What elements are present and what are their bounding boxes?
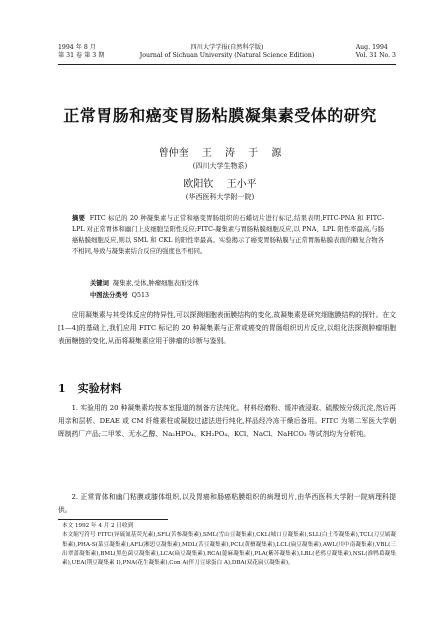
abstract-label: 摘要 xyxy=(72,215,86,222)
paper-title: 正常胃肠和癌变胃肠粘膜凝集素受体的研究 xyxy=(63,106,377,125)
classification-number: Q513 xyxy=(131,292,149,299)
authors-group-2: 欧阳钦 王小平 xyxy=(183,179,257,190)
header-rule xyxy=(58,64,396,65)
materials-paragraph-2: 2. 正常胃体和幽门粘膜或膝体组织,以及胃癌和肠癌粘膜组织的病理切片,由华西医科大学附一院病理科提供。 xyxy=(58,493,396,514)
keywords xyxy=(90,278,384,287)
footnote-abbreviations: 本文缩写符号 FITC(异硫氰基荧光素),SFL(苦参凝集素),SML(雪山豆凝集素),CKL(城口豆凝集素),SLL(白土苓凝集素),TCL(刀豆属凝集素),PHA-S(菜豆凝集素),AFL(湘思豆凝集素),MDL(苦豆凝集素),PCL(黄檀凝集素),LCL(扁豆凝集素),AWL(川中南凝集素),VBL(三出翠蔷凝集素),BML(黑色菌豆凝集素),LCA(扁豆凝集素),RCA(蓖麻凝集素),PLA(紫苏凝集素),LBL(老鸦豆凝集素),NSL(淮鸭葛凝集素),UEA(荆豆凝集素 I),PNA(花生凝集素),Con A(伴刀豆球蛋白 A),DBA(双花扁豆凝集素)。 xyxy=(62,532,396,567)
classification-label: 中图法分类号 xyxy=(90,292,128,299)
section-number: 1 xyxy=(58,382,66,395)
journal-name-cn: 四川大学学报(自然科学版) xyxy=(190,44,264,51)
journal-name-en: Journal of Sichuan University (Natural Science Edition) xyxy=(139,52,315,59)
running-header xyxy=(58,44,396,68)
header-right xyxy=(356,44,396,60)
header-date: 1994 年 8 月 xyxy=(58,44,96,51)
intro-paragraph: 应用凝集素与其受体反应的特异性,可以探测细胞表面膜结构的变化,故凝集素是研究细胞膜结构的探针。在文[1—4]的基础上,我们应用 FITC 标记的 20 种凝集素与正常或癌变的胃肠组织切片反应,以组化法探测肿瘤细胞表面糖链的变化,从而将凝集素应用于肿瘤的诊断与鉴别。 xyxy=(58,311,396,345)
keywords-text: 凝集素,受体,肿瘤细胞表面受体 xyxy=(112,280,199,287)
footnote-received: 本文 1992 年 4 月 2 日收到 xyxy=(62,523,134,529)
header-volume-en: Vol. 31 No. 3 xyxy=(355,52,396,59)
authors-group-1: 曾仲奎 王 涛 于 源 xyxy=(158,148,282,159)
header-date-en: Aug. 1994 xyxy=(355,44,388,51)
classification xyxy=(90,290,384,299)
header-center xyxy=(58,44,396,60)
section-heading xyxy=(58,380,122,396)
footnote-rule xyxy=(58,519,168,520)
header-volume: 第 31 卷 第 3 期 xyxy=(58,52,105,59)
materials-paragraph-1: 1. 实验用的 20 种凝集素均按本室报道的制备方法纯化。材料经磨粉、缓冲液浸取、硫酸铵分级沉淀,然后再用亲和层析、DEAE 或 CM 纤维素柱或凝胶过滤法进行纯化,样品经冷冻干燥后备用。FITC 为第二军医大学朝晖制药厂产品;二甲苯、无水乙醇、Na₂HPO₄、KH₂PO₄、KCl、NaCl、NaHCO₃ 等试剂均为分析纯。 xyxy=(58,404,396,438)
footnote xyxy=(58,522,396,568)
section-title: 实验材料 xyxy=(77,382,122,395)
affiliation-1: (四川大学生物系) xyxy=(192,162,248,170)
abstract xyxy=(72,213,384,257)
keywords-label: 关键词 xyxy=(90,280,109,287)
affiliation-2: (华西医科大学附一院) xyxy=(185,193,255,201)
abstract-text: FITC 标记的 20 种凝集素与正常和癌变胃肠组织的石蜡切片进行标记,结果表明,FITC-PNA 和 FITC-LPL 对正常胃体和幽门上皮细胞呈阳性反应;FITC-凝集素与胃肠粘膜细胞反应,以 PNA、LPL 阳性率最高,与肠癌粘膜细胞反应,则以 SML 和 CKL 的阳性率最高。实验揭示了癌变胃肠粘膜与正常胃肠粘膜表面的糖复合物各不相同,导致与凝集素结合反应的强度也不相同。 xyxy=(72,215,384,255)
